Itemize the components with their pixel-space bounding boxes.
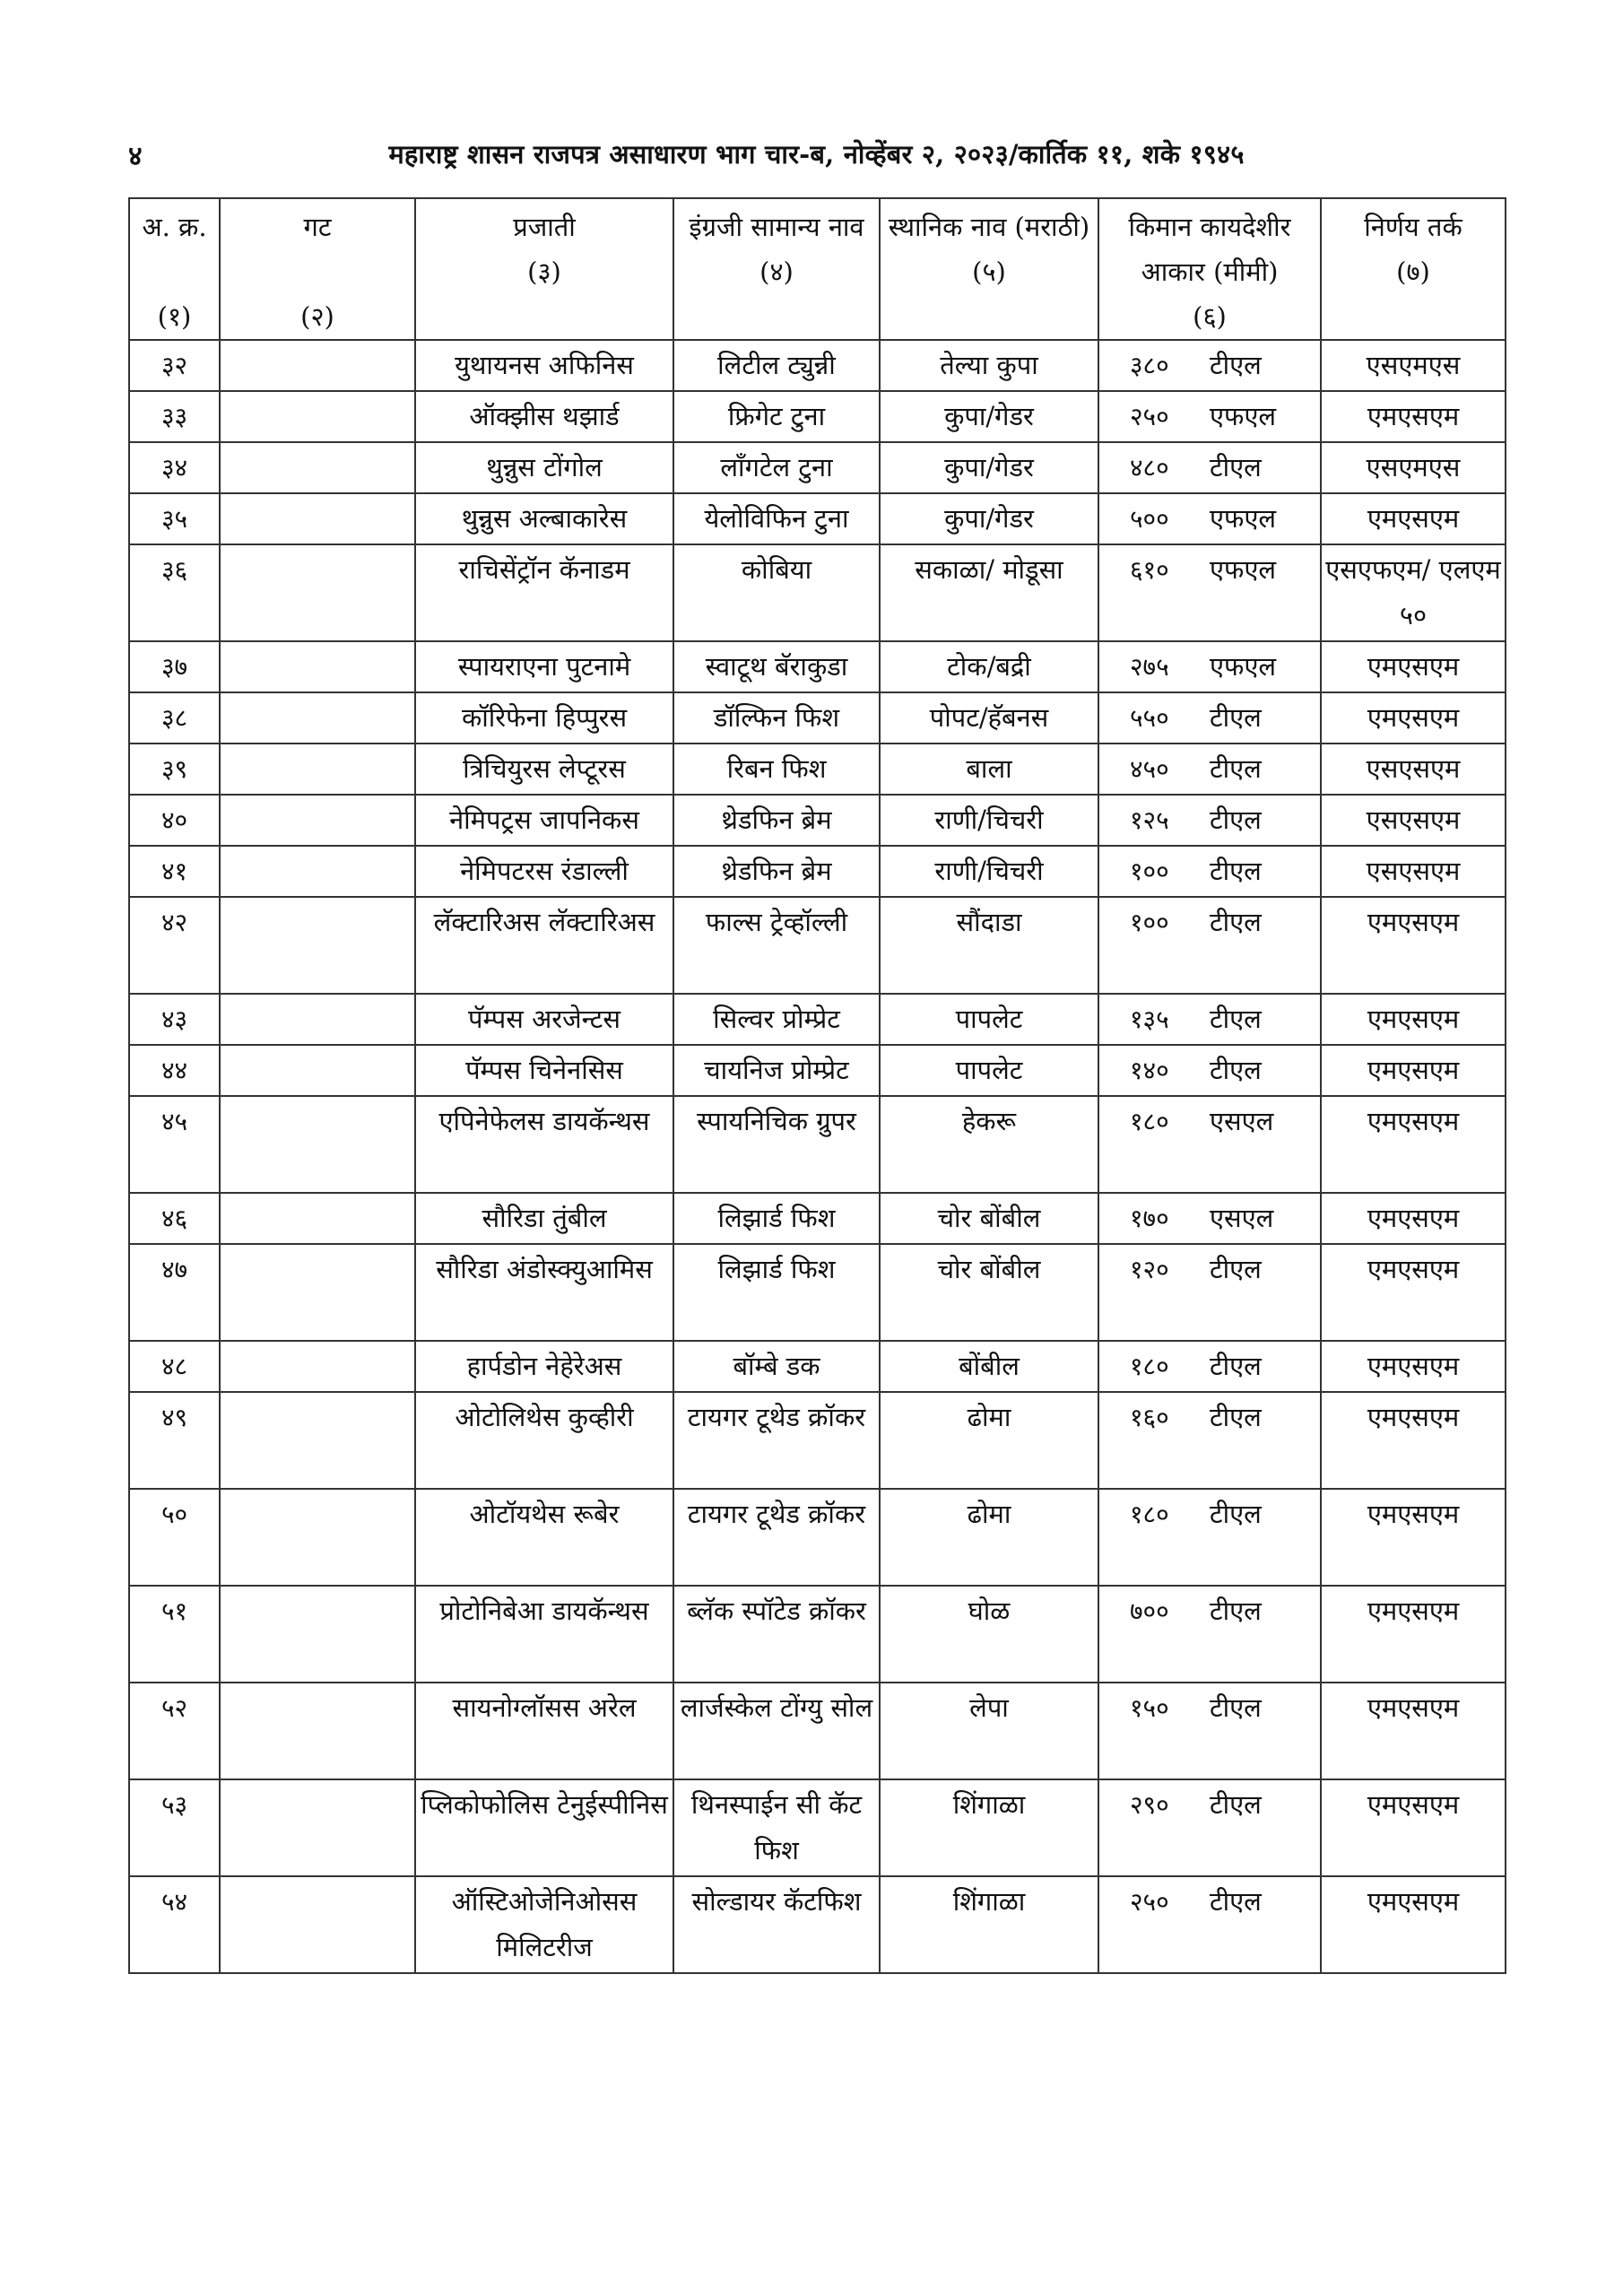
table-row [129, 1096, 1506, 1193]
species-cell: सौरिडा तुंबील [415, 1193, 673, 1244]
decision-logic-cell: एसएमएस [1321, 442, 1506, 493]
english-name-cell: स्वाटूथ बॅराकुडा [673, 641, 880, 692]
local-name-cell: पापलेट [880, 994, 1098, 1045]
column-header [415, 198, 673, 340]
table-row [129, 544, 1506, 641]
species-cell: ऑक्झीस थझार्ड [415, 391, 673, 442]
english-name-cell: ब्लॅक स्पॉटेड क्रॉकर [673, 1586, 880, 1683]
decision-logic-cell: एमएसएम [1321, 1096, 1506, 1193]
local-name-cell: चोर बोंबील [880, 1244, 1098, 1341]
serial-number-cell: ३६ [129, 544, 220, 641]
local-name-cell: कुपा/गेडर [880, 391, 1098, 442]
species-cell: त्रिचियुरस लेप्टूरस [415, 744, 673, 795]
decision-logic-cell: एमएसएम [1321, 692, 1506, 744]
table-row [129, 1045, 1506, 1096]
local-name-cell: हेकरू [880, 1096, 1098, 1193]
decision-logic-cell: एमएसएम [1321, 1586, 1506, 1683]
column-index: (५) [972, 257, 1006, 287]
min-size-cell: ५०० [1098, 493, 1177, 544]
column-header [673, 198, 880, 340]
length-type-cell: एफएल [1177, 544, 1321, 641]
group-cell [220, 391, 415, 442]
species-cell: युथायनस अफिनिस [415, 340, 673, 391]
column-index: (७) [1396, 257, 1430, 287]
column-index: (६) [1193, 301, 1227, 332]
english-name-cell: स्पायनिचिक ग्रुपर [673, 1096, 880, 1193]
column-header [1321, 198, 1506, 340]
length-type-cell: टीएल [1177, 1392, 1321, 1489]
column-header [129, 198, 220, 340]
column-label: गट [303, 212, 332, 242]
english-name-cell: कोबिया [673, 544, 880, 641]
min-size-cell: १५० [1098, 1683, 1177, 1779]
serial-number-cell: ३५ [129, 493, 220, 544]
table-header [129, 198, 1506, 340]
species-cell: ओटॉयथेस रूबेर [415, 1489, 673, 1586]
english-name-cell: थ्रेडफिन ब्रेम [673, 795, 880, 846]
decision-logic-cell: एमएसएम [1321, 1341, 1506, 1392]
min-size-cell: १८० [1098, 1096, 1177, 1193]
column-label: किमान कायदेशीर आकार (मीमी) [1128, 212, 1291, 287]
english-name-cell: सिल्वर प्रोम्प्रेट [673, 994, 880, 1045]
table-row [129, 1244, 1506, 1341]
table-row [129, 1779, 1506, 1876]
decision-logic-cell: एमएसएम [1321, 897, 1506, 994]
group-cell [220, 1244, 415, 1341]
species-cell: लॅक्टारिअस लॅक्टारिअस [415, 897, 673, 994]
local-name-cell: बाला [880, 744, 1098, 795]
length-type-cell: टीएल [1177, 994, 1321, 1045]
table-row [129, 340, 1506, 391]
english-name-cell: थ्रेडफिन ब्रेम [673, 846, 880, 897]
serial-number-cell: ५३ [129, 1779, 220, 1876]
length-type-cell: एफएल [1177, 391, 1321, 442]
length-type-cell: टीएल [1177, 1045, 1321, 1096]
english-name-cell: लिटील ट्युन्नी [673, 340, 880, 391]
table-body [129, 340, 1506, 1973]
serial-number-cell: ४९ [129, 1392, 220, 1489]
length-type-cell: टीएल [1177, 897, 1321, 994]
column-label: निर्णय तर्क [1364, 212, 1462, 242]
group-cell [220, 1489, 415, 1586]
min-size-cell: ६१० [1098, 544, 1177, 641]
species-cell: सायनोग्लॉसस अरेल [415, 1683, 673, 1779]
table-row [129, 846, 1506, 897]
english-name-cell: फाल्स ट्रेव्हॉल्ली [673, 897, 880, 994]
table-row [129, 994, 1506, 1045]
english-name-cell: फ्रिगेट टुना [673, 391, 880, 442]
serial-number-cell: ४४ [129, 1045, 220, 1096]
column-header [880, 198, 1098, 340]
decision-logic-cell: एमएसएम [1321, 994, 1506, 1045]
length-type-cell: एसएल [1177, 1096, 1321, 1193]
english-name-cell: थिनस्पाईन सी कॅट फिश [673, 1779, 880, 1876]
species-cell: हार्पडोन नेहेरेअस [415, 1341, 673, 1392]
local-name-cell: लेपा [880, 1683, 1098, 1779]
group-cell [220, 442, 415, 493]
decision-logic-cell: एसएसएम [1321, 795, 1506, 846]
length-type-cell: टीएल [1177, 1244, 1321, 1341]
min-size-cell: १४० [1098, 1045, 1177, 1096]
length-type-cell: एफएल [1177, 493, 1321, 544]
length-type-cell: एफएल [1177, 641, 1321, 692]
local-name-cell: राणी/चिचरी [880, 795, 1098, 846]
min-size-cell: ४५० [1098, 744, 1177, 795]
species-cell: प्लिकोफोलिस टेनुईस्पीनिस [415, 1779, 673, 1876]
column-label: इंग्रजी सामान्य नाव [689, 212, 864, 242]
table-row [129, 692, 1506, 744]
decision-logic-cell: एमएसएम [1321, 493, 1506, 544]
page-header [128, 135, 1505, 188]
species-cell: राचिसेंट्रॉन कॅनाडम [415, 544, 673, 641]
english-name-cell: लिझार्ड फिश [673, 1244, 880, 1341]
column-index: (२) [300, 301, 334, 332]
english-name-cell: टायगर टूथेड क्रॉकर [673, 1489, 880, 1586]
min-size-cell: २९० [1098, 1779, 1177, 1876]
min-size-cell: १२५ [1098, 795, 1177, 846]
column-index: (१) [157, 301, 192, 332]
species-cell: स्पायराएना पुटनामे [415, 641, 673, 692]
local-name-cell: पापलेट [880, 1045, 1098, 1096]
table-row [129, 493, 1506, 544]
local-name-cell: ढोमा [880, 1392, 1098, 1489]
decision-logic-cell: एसएसएम [1321, 744, 1506, 795]
column-header [220, 198, 415, 340]
species-cell: पॅम्पस चिनेनसिस [415, 1045, 673, 1096]
min-size-cell: १०० [1098, 897, 1177, 994]
serial-number-cell: ४५ [129, 1096, 220, 1193]
length-type-cell: टीएल [1177, 692, 1321, 744]
page-number: ४ [128, 141, 143, 172]
serial-number-cell: ४२ [129, 897, 220, 994]
local-name-cell: चोर बोंबील [880, 1193, 1098, 1244]
min-size-cell: १२० [1098, 1244, 1177, 1341]
serial-number-cell: ३९ [129, 744, 220, 795]
group-cell [220, 846, 415, 897]
decision-logic-cell: एमएसएम [1321, 1876, 1506, 1973]
serial-number-cell: ४६ [129, 1193, 220, 1244]
length-type-cell: टीएल [1177, 1586, 1321, 1683]
serial-number-cell: ५२ [129, 1683, 220, 1779]
decision-logic-cell: एमएसएम [1321, 1683, 1506, 1779]
decision-logic-cell: एमएसएम [1321, 391, 1506, 442]
english-name-cell: सोल्डायर कॅटफिश [673, 1876, 880, 1973]
group-cell [220, 994, 415, 1045]
table-row [129, 391, 1506, 442]
min-size-cell: ५५० [1098, 692, 1177, 744]
length-type-cell: टीएल [1177, 846, 1321, 897]
table-row [129, 744, 1506, 795]
species-cell: कॉरिफेना हिप्पुरस [415, 692, 673, 744]
serial-number-cell: ३२ [129, 340, 220, 391]
table-row [129, 1683, 1506, 1779]
decision-logic-cell: एमएसएम [1321, 1779, 1506, 1876]
decision-logic-cell: एमएसएम [1321, 1045, 1506, 1096]
local-name-cell: घोळ [880, 1586, 1098, 1683]
table-row [129, 1586, 1506, 1683]
local-name-cell: तेल्या कुपा [880, 340, 1098, 391]
species-cell: थुन्नुस टोंगोल [415, 442, 673, 493]
group-cell [220, 1341, 415, 1392]
local-name-cell: राणी/चिचरी [880, 846, 1098, 897]
serial-number-cell: ४३ [129, 994, 220, 1045]
species-cell: प्रोटोनिबेआ डायकॅन्थस [415, 1586, 673, 1683]
group-cell [220, 1193, 415, 1244]
min-size-cell: १३५ [1098, 994, 1177, 1045]
decision-logic-cell: एमएसएम [1321, 1244, 1506, 1341]
english-name-cell: बॉम्बे डक [673, 1341, 880, 1392]
local-name-cell: कुपा/गेडर [880, 442, 1098, 493]
length-type-cell: एसएल [1177, 1193, 1321, 1244]
group-cell [220, 544, 415, 641]
species-cell: ओटोलिथेस कुव्हीरी [415, 1392, 673, 1489]
english-name-cell: रिबन फिश [673, 744, 880, 795]
column-index: (४) [759, 257, 794, 287]
group-cell [220, 744, 415, 795]
decision-logic-cell: एमएसएम [1321, 1392, 1506, 1489]
serial-number-cell: ५० [129, 1489, 220, 1586]
table-row [129, 641, 1506, 692]
serial-number-cell: ४१ [129, 846, 220, 897]
min-size-cell: १८० [1098, 1489, 1177, 1586]
length-type-cell: टीएल [1177, 1779, 1321, 1876]
min-size-cell: १७० [1098, 1193, 1177, 1244]
column-index: (३) [527, 257, 561, 287]
species-cell: ऑस्टिओजेनिओसस मिलिटरीज [415, 1876, 673, 1973]
gazette-title: महाराष्ट्र शासन राजपत्र असाधारण भाग चार-ब, नोव्हेंबर २, २०२३/कार्तिक ११, शके १९४५ [388, 139, 1245, 170]
min-size-cell: १८० [1098, 1341, 1177, 1392]
group-cell [220, 1392, 415, 1489]
decision-logic-cell: एमएसएम [1321, 1193, 1506, 1244]
decision-logic-cell: एसएफएम/ एलएम ५० [1321, 544, 1506, 641]
english-name-cell: येलोविफिन टुना [673, 493, 880, 544]
serial-number-cell: ३३ [129, 391, 220, 442]
species-cell: सौरिडा अंडोस्क्युआमिस [415, 1244, 673, 1341]
decision-logic-cell: एमएसएम [1321, 641, 1506, 692]
length-type-cell: टीएल [1177, 442, 1321, 493]
min-size-cell: २७५ [1098, 641, 1177, 692]
min-size-cell: ४८० [1098, 442, 1177, 493]
english-name-cell: चायनिज प्रोम्प्रेट [673, 1045, 880, 1096]
local-name-cell: टोक/बद्री [880, 641, 1098, 692]
table-row [129, 897, 1506, 994]
english-name-cell: डॉल्फिन फिश [673, 692, 880, 744]
table-row [129, 1193, 1506, 1244]
local-name-cell: शिंगाळा [880, 1779, 1098, 1876]
species-cell: पॅम्पस अरजेन्टस [415, 994, 673, 1045]
decision-logic-cell: एमएसएम [1321, 1489, 1506, 1586]
min-size-cell: १६० [1098, 1392, 1177, 1489]
group-cell [220, 641, 415, 692]
english-name-cell: लिझार्ड फिश [673, 1193, 880, 1244]
group-cell [220, 1683, 415, 1779]
table-row [129, 1876, 1506, 1973]
length-type-cell: टीएल [1177, 1876, 1321, 1973]
length-type-cell: टीएल [1177, 1341, 1321, 1392]
group-cell [220, 1779, 415, 1876]
serial-number-cell: ३७ [129, 641, 220, 692]
table-row [129, 442, 1506, 493]
column-label: अ. क्र. [142, 212, 207, 242]
species-cell: एपिनेफेलस डायकॅन्थस [415, 1096, 673, 1193]
serial-number-cell: ५४ [129, 1876, 220, 1973]
length-type-cell: टीएल [1177, 744, 1321, 795]
serial-number-cell: ३८ [129, 692, 220, 744]
min-size-cell: १०० [1098, 846, 1177, 897]
species-cell: थुन्नुस अल्बाकारेस [415, 493, 673, 544]
min-size-cell: २५० [1098, 391, 1177, 442]
group-cell [220, 897, 415, 994]
group-cell [220, 1876, 415, 1973]
group-cell [220, 493, 415, 544]
length-type-cell: टीएल [1177, 1489, 1321, 1586]
english-name-cell: लार्जस्केल टोंग्यु सोल [673, 1683, 880, 1779]
table-row [129, 1341, 1506, 1392]
group-cell [220, 340, 415, 391]
decision-logic-cell: एसएमएस [1321, 340, 1506, 391]
serial-number-cell: ४८ [129, 1341, 220, 1392]
group-cell [220, 1096, 415, 1193]
length-type-cell: टीएल [1177, 340, 1321, 391]
local-name-cell: सकाळा/ मोडूसा [880, 544, 1098, 641]
table-row [129, 1392, 1506, 1489]
length-type-cell: टीएल [1177, 795, 1321, 846]
min-size-cell: ३८० [1098, 340, 1177, 391]
group-cell [220, 795, 415, 846]
table-row [129, 795, 1506, 846]
group-cell [220, 1586, 415, 1683]
decision-logic-cell: एसएसएम [1321, 846, 1506, 897]
serial-number-cell: ४७ [129, 1244, 220, 1341]
serial-number-cell: ३४ [129, 442, 220, 493]
table-row [129, 1489, 1506, 1586]
length-type-cell: टीएल [1177, 1683, 1321, 1779]
english-name-cell: टायगर टूथेड क्रॉकर [673, 1392, 880, 1489]
species-cell: नेमिपटरस रंडाल्ली [415, 846, 673, 897]
serial-number-cell: ५१ [129, 1586, 220, 1683]
local-name-cell: ढोमा [880, 1489, 1098, 1586]
local-name-cell: कुपा/गेडर [880, 493, 1098, 544]
min-size-cell: २५० [1098, 1876, 1177, 1973]
column-label: प्रजाती [513, 212, 576, 242]
serial-number-cell: ४० [129, 795, 220, 846]
local-name-cell: पोपट/हॅबनस [880, 692, 1098, 744]
species-cell: नेमिपट्रस जापनिकस [415, 795, 673, 846]
local-name-cell: सौंदाडा [880, 897, 1098, 994]
column-header [1098, 198, 1321, 340]
group-cell [220, 692, 415, 744]
min-size-cell: ७०० [1098, 1586, 1177, 1683]
fish-species-table [128, 197, 1506, 1974]
english-name-cell: लाँगटेल टुना [673, 442, 880, 493]
column-label: स्थानिक नाव (मराठी) [888, 212, 1090, 242]
group-cell [220, 1045, 415, 1096]
local-name-cell: बोंबील [880, 1341, 1098, 1392]
local-name-cell: शिंगाळा [880, 1876, 1098, 1973]
